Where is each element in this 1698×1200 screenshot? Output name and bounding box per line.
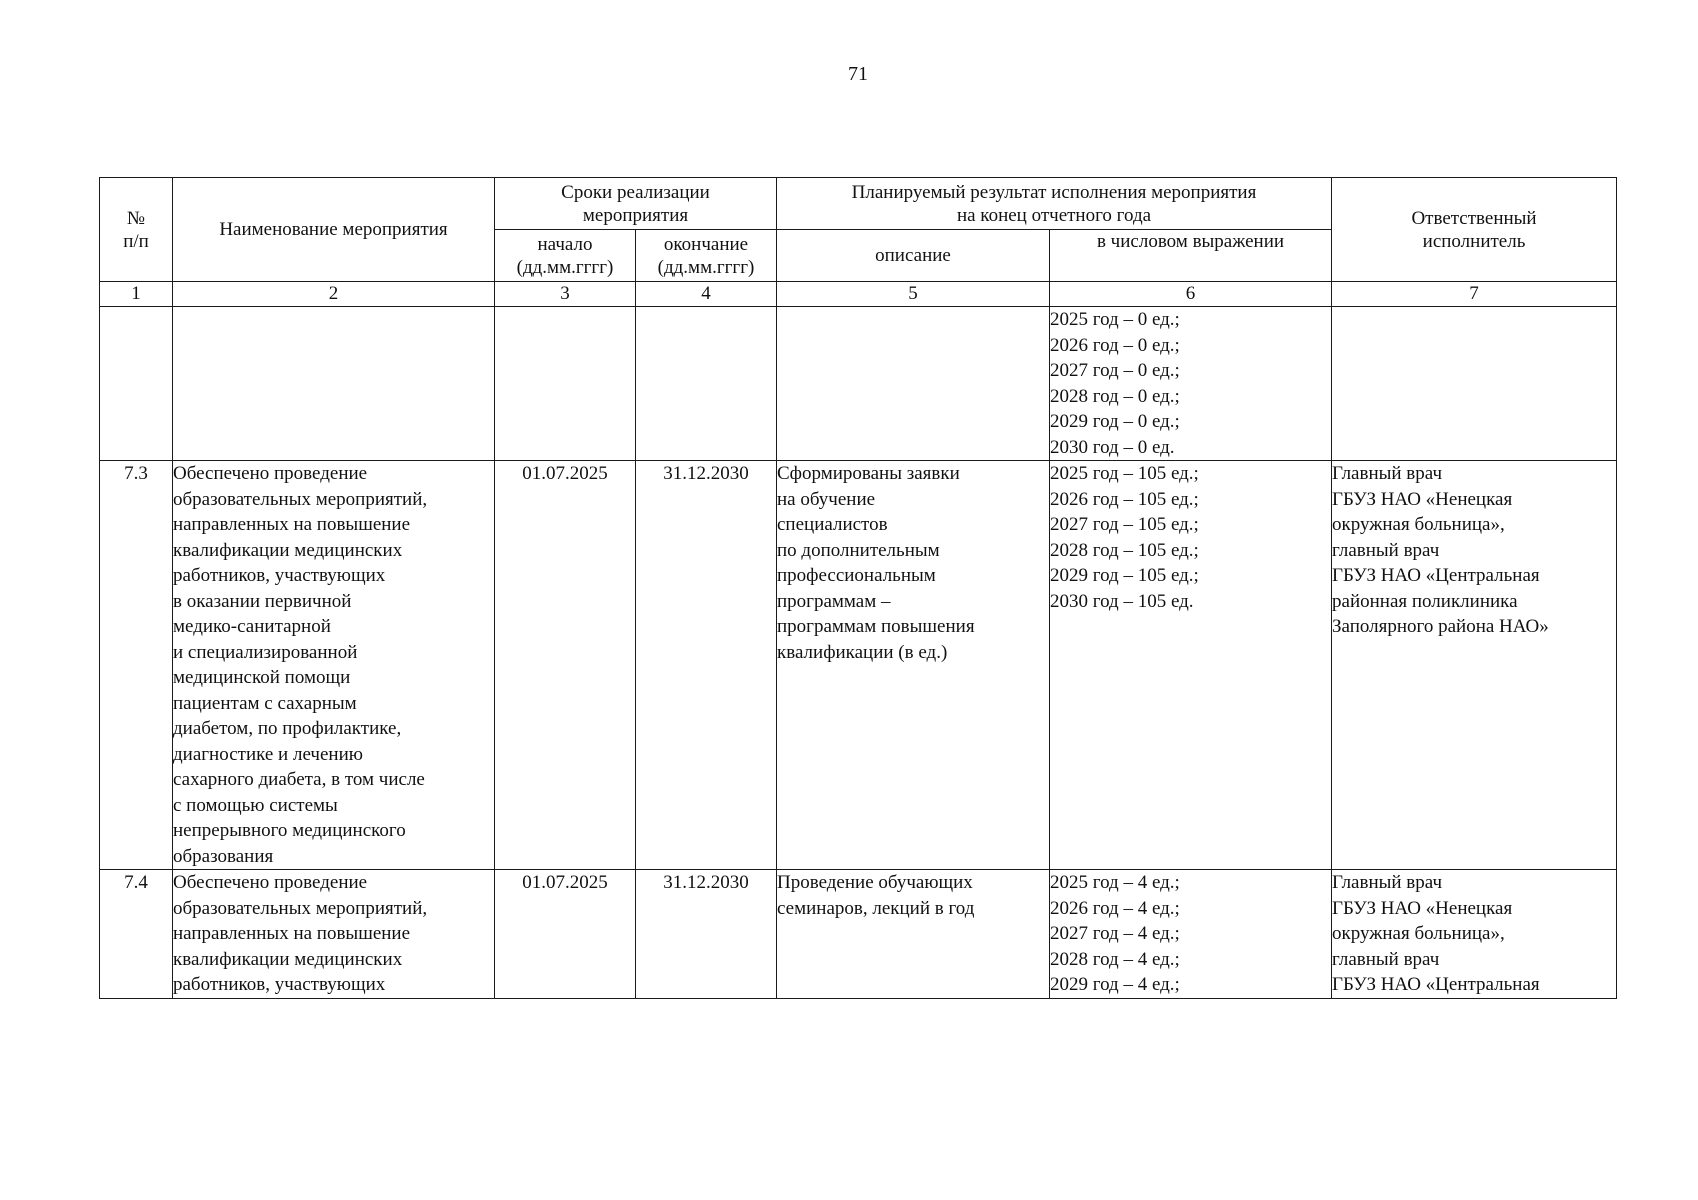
cell-line: образовательных мероприятий,: [173, 897, 428, 919]
header-description: описание: [777, 230, 1050, 282]
cell-line: 2028 год – 4 ед.;: [1050, 948, 1180, 970]
start-date: [495, 307, 636, 461]
column-number: 2: [173, 282, 495, 307]
column-number: 6: [1050, 282, 1332, 307]
cell-line: 2028 год – 105 ед.;: [1050, 539, 1199, 561]
cell-line: 2030 год – 105 ед.: [1050, 590, 1194, 612]
header-terms: Сроки реализации мероприятия: [495, 178, 777, 230]
responsible: [1332, 461, 1617, 870]
cell-line: 2025 год – 0 ед.;: [1050, 309, 1180, 330]
cell-line: 2030 год – 0 ед.: [1050, 436, 1175, 458]
cell-line: ГБУЗ НАО «Ненецкая: [1332, 897, 1513, 919]
column-numbers-row: [100, 282, 1617, 307]
cell-line: 2025 год – 4 ед.;: [1050, 872, 1180, 893]
column-number: 5: [777, 282, 1050, 307]
cell-line: семинаров, лекций в год: [777, 897, 975, 919]
header-start: начало (дд.мм.гггг): [495, 230, 636, 282]
cell-line: 2026 год – 4 ед.;: [1050, 897, 1180, 919]
cell-line: Заполярного района НАО»: [1332, 616, 1549, 637]
end-date: 31.12.2030: [636, 870, 777, 999]
start-date: 01.07.2025: [495, 870, 636, 999]
column-number: 3: [495, 282, 636, 307]
cell-line: образования: [173, 845, 274, 867]
cell-line: диагностике и лечению: [173, 743, 363, 765]
result-description: [777, 870, 1050, 999]
cell-line: работников, участвующих: [173, 974, 386, 995]
cell-line: в оказании первичной: [173, 590, 352, 612]
cell-line: Главный врач: [1332, 872, 1443, 893]
row-number: 7.4: [100, 870, 173, 999]
cell-line: медицинской помощи: [173, 667, 351, 688]
cell-line: Обеспечено проведение: [173, 463, 368, 484]
cell-line: главный врач: [1332, 539, 1440, 561]
header-end: окончание (дд.мм.гггг): [636, 230, 777, 282]
cell-line: сахарного диабета, в том числе: [173, 769, 425, 790]
column-number: 4: [636, 282, 777, 307]
row-number: [100, 307, 173, 461]
cell-line: 2027 год – 105 ед.;: [1050, 514, 1199, 535]
result-description: [777, 307, 1050, 461]
cell-line: диабетом, по профилактике,: [173, 718, 402, 739]
cell-line: образовательных мероприятий,: [173, 488, 428, 510]
cell-line: квалификации медицинских: [173, 948, 403, 970]
cell-line: 2028 год – 0 ед.;: [1050, 385, 1180, 407]
cell-line: окружная больница»,: [1332, 514, 1505, 535]
result-numeric: [1050, 307, 1332, 461]
cell-line: квалификации (в ед.): [777, 641, 948, 663]
activity-name: [173, 461, 495, 870]
cell-line: программам повышения: [777, 616, 975, 637]
table-row: [100, 461, 1617, 870]
result-numeric: [1050, 870, 1332, 999]
cell-line: профессиональным: [777, 565, 936, 586]
cell-line: Проведение обучающих: [777, 872, 973, 893]
header-responsible: Ответственный исполнитель: [1332, 178, 1617, 282]
activity-name: [173, 307, 495, 461]
cell-line: 2029 год – 4 ед.;: [1050, 974, 1180, 995]
cell-line: работников, участвующих: [173, 565, 386, 586]
end-date: 31.12.2030: [636, 461, 777, 870]
header-numeric: в числовом выражении: [1050, 230, 1332, 282]
cell-line: с помощью системы: [173, 794, 338, 816]
cell-line: 2027 год – 0 ед.;: [1050, 360, 1180, 381]
column-number: 7: [1332, 282, 1617, 307]
responsible: [1332, 870, 1617, 999]
cell-line: 2029 год – 105 ед.;: [1050, 565, 1199, 586]
activity-name: [173, 870, 495, 999]
cell-line: ГБУЗ НАО «Центральная: [1332, 974, 1540, 995]
table-row: [100, 307, 1617, 461]
cell-line: квалификации медицинских: [173, 539, 403, 561]
start-date: 01.07.2025: [495, 461, 636, 870]
cell-line: пациентам с сахарным: [173, 692, 357, 714]
cell-line: ГБУЗ НАО «Центральная: [1332, 565, 1540, 586]
cell-line: 2025 год – 105 ед.;: [1050, 463, 1199, 484]
cell-line: 2026 год – 105 ед.;: [1050, 488, 1199, 510]
page-number: 71: [848, 63, 868, 85]
row-number: 7.3: [100, 461, 173, 870]
result-numeric: [1050, 461, 1332, 870]
header-num: № п/п: [100, 178, 173, 282]
cell-line: окружная больница»,: [1332, 923, 1505, 944]
cell-line: 2029 год – 0 ед.;: [1050, 411, 1180, 432]
cell-line: направленных на повышение: [173, 514, 411, 535]
header-result: Планируемый результат исполнения мероприятия на конец отчетного года: [777, 178, 1332, 230]
cell-line: главный врач: [1332, 948, 1440, 970]
column-number: 1: [100, 282, 173, 307]
cell-line: районная поликлиника: [1332, 590, 1518, 612]
cell-line: Главный врач: [1332, 463, 1443, 484]
cell-line: на обучение: [777, 488, 876, 510]
cell-line: медико-санитарной: [173, 616, 331, 637]
cell-line: 2026 год – 0 ед.;: [1050, 334, 1180, 356]
result-description: [777, 461, 1050, 870]
activities-table: [99, 177, 1617, 999]
cell-line: специалистов: [777, 514, 888, 535]
table-row: [100, 870, 1617, 999]
cell-line: ГБУЗ НАО «Ненецкая: [1332, 488, 1513, 510]
cell-line: и специализированной: [173, 641, 358, 663]
cell-line: по дополнительным: [777, 539, 940, 561]
cell-line: Сформированы заявки: [777, 463, 960, 484]
header-name: Наименование мероприятия: [173, 178, 495, 282]
cell-line: направленных на повышение: [173, 923, 411, 944]
end-date: [636, 307, 777, 461]
cell-line: непрерывного медицинского: [173, 820, 406, 841]
cell-line: программам –: [777, 590, 891, 612]
responsible: [1332, 307, 1617, 461]
cell-line: Обеспечено проведение: [173, 872, 368, 893]
cell-line: 2027 год – 4 ед.;: [1050, 923, 1180, 944]
